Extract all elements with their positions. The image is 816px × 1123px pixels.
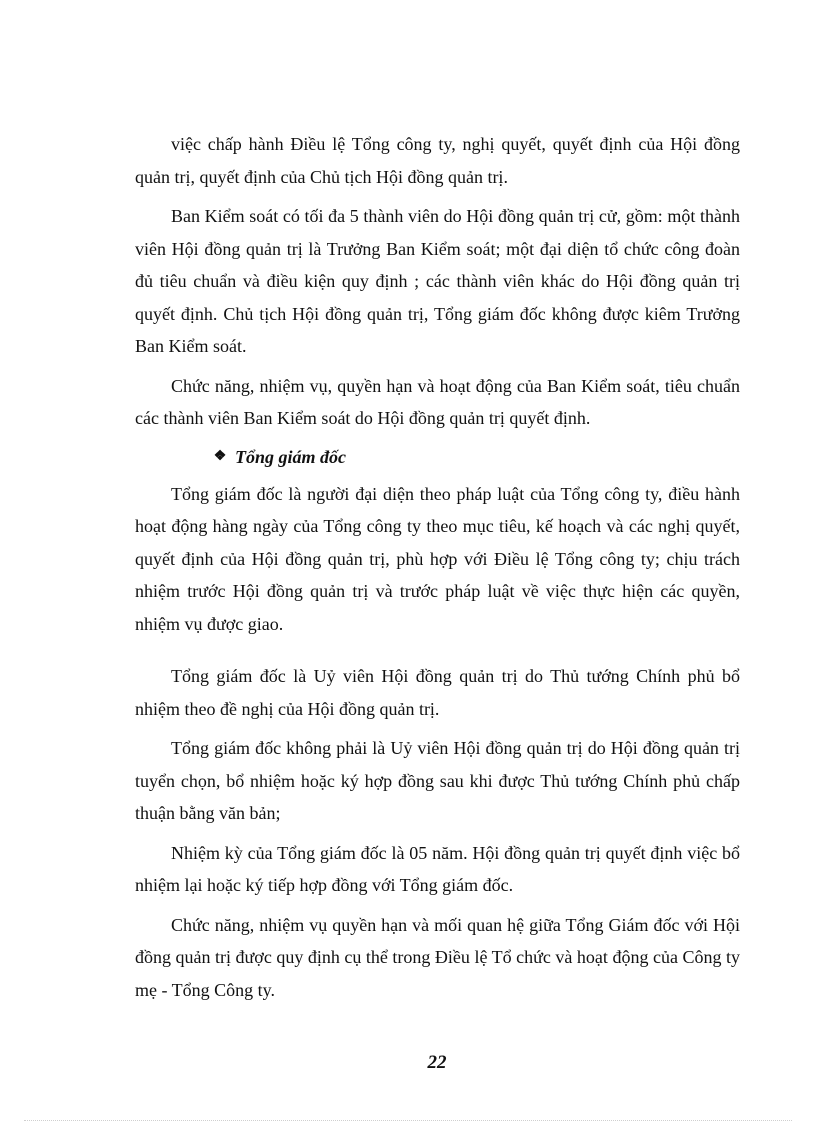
- paragraph-director-term: Nhiệm kỳ của Tổng giám đốc là 05 năm. Hội đồng quản trị quyết định việc bổ nhiệm lại hoặc ký tiếp hợp đồng với Tổng giám đốc.: [135, 842, 740, 895]
- footer-divider: [24, 1120, 792, 1121]
- paragraph-director-role: Tổng giám đốc là người đại diện theo pháp luật của Tổng công ty, điều hành hoạt động hàng ngày của Tổng công ty theo mục tiêu, kế hoạch và các nghị quyết, quyết định của Hội đồng quản trị, phù hợp với Điều lệ Tổng công ty; chịu trách nhiệm trước Hội đồng quản trị và trước pháp luật về việc thực hiện các quyền, nhiệm vụ được giao.: [135, 483, 740, 634]
- paragraph-director-appointment: Tổng giám đốc là Uỷ viên Hội đồng quản trị do Thủ tướng Chính phủ bổ nhiệm theo đề nghị của Hội đồng quản trị.: [135, 666, 740, 719]
- diamond-bullet-icon: ❖: [213, 448, 227, 464]
- section-heading-text: Tổng giám đốc: [235, 446, 346, 467]
- paragraph-director-functions: Chức năng, nhiệm vụ quyền hạn và mối quan hệ giữa Tổng Giám đốc với Hội đồng quản trị được quy định cụ thể trong Điều lệ Tổ chức và hoạt động của Công ty mẹ - Tổng Công ty.: [135, 914, 740, 1000]
- paragraph-supervision-functions: Chức năng, nhiệm vụ, quyền hạn và hoạt động của Ban Kiểm soát, tiêu chuẩn các thành viên Ban Kiểm soát do Hội đồng quản trị quyết định.: [135, 375, 740, 428]
- paragraph-supervision-board-members: Ban Kiểm soát có tối đa 5 thành viên do Hội đồng quản trị cử, gồm: một thành viên Hội đồng quản trị là Trưởng Ban Kiểm soát; một đại diện tổ chức công đoàn đủ tiêu chuẩn và điều kiện quy định ; các thành viên khác do Hội đồng quản trị quyết định. Chủ tịch Hội đồng quản trị, Tổng giám đốc không được kiêm Trưởng Ban Kiểm soát.: [135, 206, 740, 356]
- page-number: 22: [427, 1052, 447, 1073]
- paragraph-supervision-duties: việc chấp hành Điều lệ Tổng công ty, nghị quyết, quyết định của Hội đồng quản trị, quyết định của Chủ tịch Hội đồng quản trị.: [135, 134, 740, 187]
- page-body: [135, 128, 740, 1013]
- section-heading-general-director: [213, 442, 740, 472]
- paragraph-director-selection: Tổng giám đốc không phải là Uỷ viên Hội đồng quản trị do Hội đồng quản trị tuyển chọn, bổ nhiệm hoặc ký hợp đồng sau khi được Thủ tướng Chính phủ chấp thuận bằng văn bản;: [135, 738, 740, 823]
